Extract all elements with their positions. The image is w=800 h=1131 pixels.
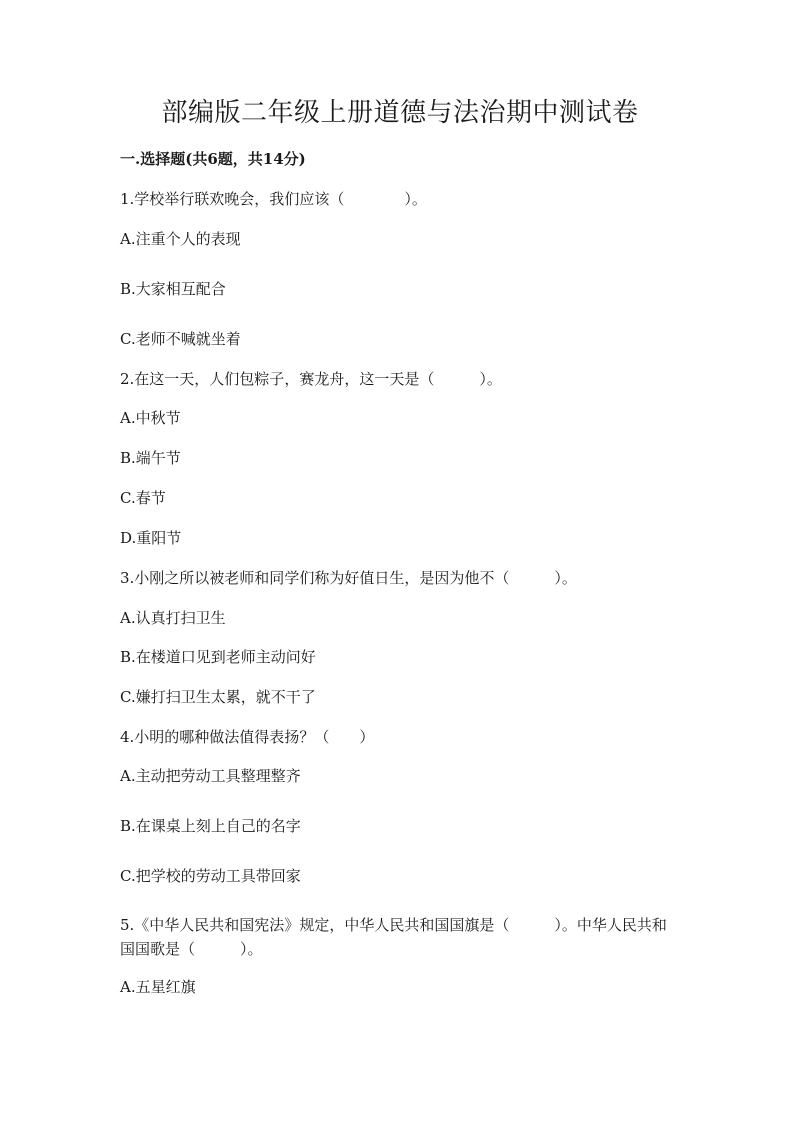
question-1-stem: 1.学校举行联欢晚会，我们应该（ ）。: [120, 190, 427, 208]
question-3-option-a: A.认真打扫卫生: [120, 609, 226, 627]
question-5-option-a: A.五星红旗: [120, 978, 196, 996]
question-4-option-a: A.主动把劳动工具整理整齐: [120, 767, 301, 785]
question-5-stem: 5.《中华人民共和国宪法》规定，中华人民共和国国旗是（ ）。中华人民共和国国歌是（ ）。: [120, 916, 667, 958]
section-heading: 一.选择题(共6题，共14分): [120, 150, 306, 168]
question-2-stem: 2.在这一天，人们包粽子，赛龙舟，这一天是（ ）。: [120, 370, 502, 388]
question-3-option-c: C.嫌打扫卫生太累，就不干了: [120, 688, 316, 706]
question-2-option-c: C.春节: [120, 489, 166, 507]
question-3-stem: 3.小刚之所以被老师和同学们称为好值日生，是因为他不（ ）。: [120, 569, 577, 587]
page-title: 部编版二年级上册道德与法治期中测试卷: [161, 98, 639, 128]
question-2-option-d: D.重阳节: [120, 529, 182, 547]
question-1-option-c: C.老师不喊就坐着: [120, 330, 241, 348]
question-1-option-b: B.大家相互配合: [120, 280, 226, 298]
question-4-option-b: B.在课桌上刻上自己的名字: [120, 817, 301, 835]
question-1-option-a: A.注重个人的表现: [120, 230, 241, 248]
question-2-option-b: B.端午节: [120, 449, 181, 467]
question-2-option-a: A.中秋节: [120, 409, 181, 427]
question-3-option-b: B.在楼道口见到老师主动问好: [120, 648, 316, 666]
question-4-stem: 4.小明的哪种做法值得表扬？（ ）: [120, 728, 375, 746]
question-4-option-c: C.把学校的劳动工具带回家: [120, 867, 301, 885]
